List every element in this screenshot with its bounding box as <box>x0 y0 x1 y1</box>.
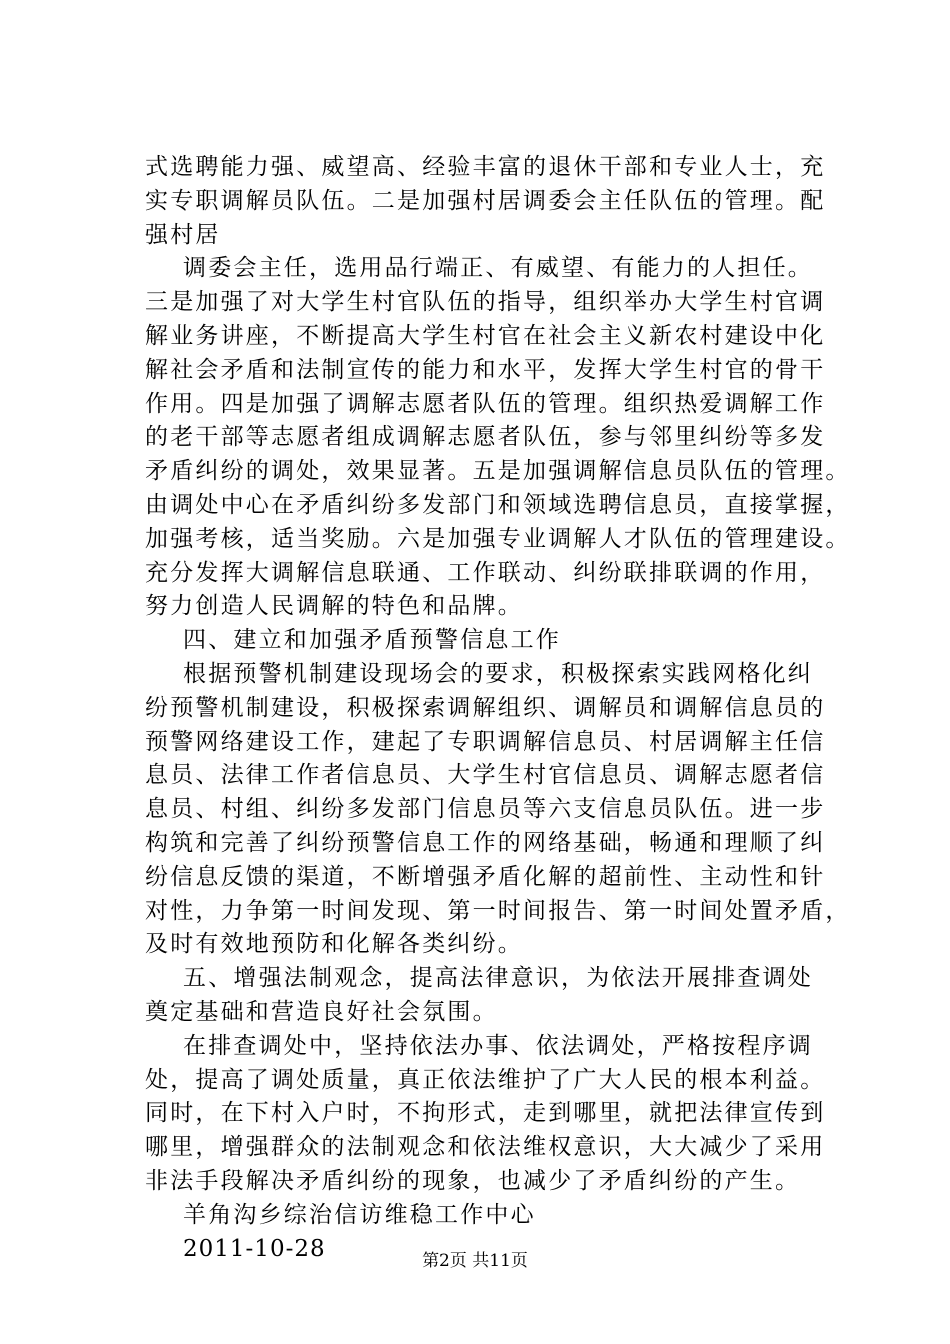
document-body <box>145 151 851 1266</box>
text-line: 充分发挥大调解信息联通、工作联动、纠纷联排联调的作用， <box>145 559 826 586</box>
section-heading: 五、增强法制观念，提高法律意识，为依法开展排查调处 <box>183 965 813 992</box>
text-line: 在排查调处中，坚持依法办事、依法调处，严格按程序调 <box>183 1032 813 1059</box>
text-line: 处，提高了调处质量，真正依法维护了广大人民的根本利益。 <box>145 1066 826 1093</box>
text-line: 同时，在下村入户时，不拘形式，走到哪里，就把法律宣传到 <box>145 1100 826 1127</box>
text-line: 解社会矛盾和法制宣传的能力和水平，发挥大学生村官的骨干 <box>145 356 826 383</box>
signature-organization: 羊角沟乡综治信访维稳工作中心 <box>183 1201 536 1228</box>
text-line: 构筑和完善了纠纷预警信息工作的网络基础，畅通和理顺了纠 <box>145 829 826 856</box>
text-line: 实专职调解员队伍。二是加强村居调委会主任队伍的管理。配 <box>145 187 826 214</box>
text-line: 息员、法律工作者信息员、大学生村官信息员、调解志愿者信 <box>145 762 826 789</box>
text-line: 纷预警机制建设，积极探索调解组织、调解员和调解信息员的 <box>145 694 826 721</box>
text-line: 的老干部等志愿者组成调解志愿者队伍，参与邻里纠纷等多发 <box>145 424 826 451</box>
text-line: 及时有效地预防和化解各类纠纷。 <box>145 931 523 958</box>
text-line: 根据预警机制建设现场会的要求，积极探索实践网格化纠 <box>183 660 813 687</box>
text-line: 三是加强了对大学生村官队伍的指导，组织举办大学生村官调 <box>145 289 826 316</box>
page-number-footer: 第2页 共11页 <box>422 1251 528 1271</box>
text-line: 对性，力争第一时间发现、第一时间报告、第一时间处置矛盾， <box>145 897 851 924</box>
text-line: 解业务讲座，不断提高大学生村官在社会主义新农村建设中化 <box>145 322 826 349</box>
signature-date: 2011-10-28 <box>183 1235 326 1262</box>
text-line: 加强考核，适当奖励。六是加强专业调解人才队伍的管理建设。 <box>145 525 851 552</box>
text-line: 强村居 <box>145 221 221 248</box>
text-line: 预警网络建设工作，建起了专职调解信息员、村居调解主任信 <box>145 728 826 755</box>
text-line: 纷信息反馈的渠道，不断增强矛盾化解的超前性、主动性和针 <box>145 863 826 890</box>
text-line: 矛盾纠纷的调处，效果显著。五是加强调解信息员队伍的管理。 <box>145 458 851 485</box>
text-line: 努力创造人民调解的特色和品牌。 <box>145 593 523 620</box>
text-line: 奠定基础和营造良好社会氛围。 <box>145 998 498 1025</box>
text-line: 由调处中心在矛盾纠纷多发部门和领域选聘信息员，直接掌握， <box>145 491 851 518</box>
text-line: 哪里，增强群众的法制观念和依法维权意识，大大减少了采用 <box>145 1134 826 1161</box>
text-line: 调委会主任，选用品行端正、有威望、有能力的人担任。 <box>183 255 813 282</box>
text-line: 非法手段解决矛盾纠纷的现象，也减少了矛盾纠纷的产生。 <box>145 1167 801 1194</box>
text-line: 作用。四是加强了调解志愿者队伍的管理。组织热爱调解工作 <box>145 390 826 417</box>
section-heading: 四、建立和加强矛盾预警信息工作 <box>183 627 561 654</box>
text-line: 息员、村组、纠纷多发部门信息员等六支信息员队伍。进一步 <box>145 796 826 823</box>
text-line: 式选聘能力强、威望高、经验丰富的退休干部和专业人士，充 <box>145 154 826 180</box>
